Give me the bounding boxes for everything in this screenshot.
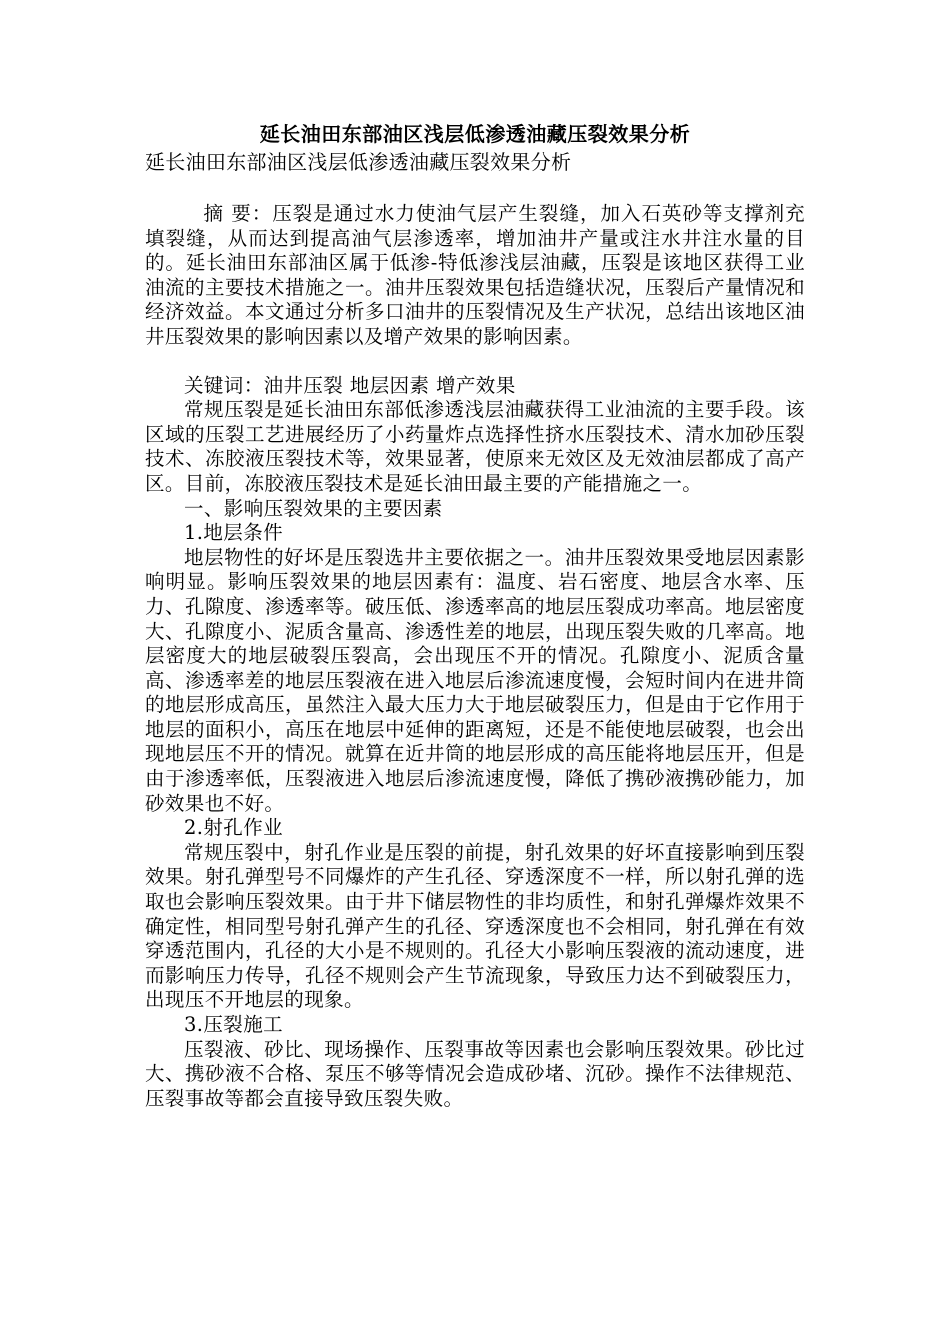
- subsection-paragraph-3: 压裂液、砂比、现场操作、压裂事故等因素也会影响压裂效果。砂比过大、携砂液不合格、泵压不够等情况会造成砂堵、沉砂。操作不法律规范、压裂事故等都会直接导致压裂失败。: [145, 1037, 805, 1110]
- abstract-paragraph: 摘 要：压裂是通过水力使油气层产生裂缝，加入石英砂等支撑剂充填裂缝，从而达到提高油气层渗透率，增加油井产量或注水井注水量的目的。延长油田东部油区属于低渗-特低渗浅层油藏，压裂是该地区获得工业油流的主要技术措施之一。油井压裂效果包括造缝状况，压裂后产量情况和经济效益。本文通过分析多口油井的压裂情况及生产状况，总结出该地区油井压裂效果的影响因素以及增产效果的影响因素。: [145, 202, 805, 348]
- section-heading-1: 一、影响压裂效果的主要因素: [184, 496, 443, 520]
- spacer: [145, 350, 805, 374]
- subsection-paragraph-1: 地层物性的好坏是压裂选井主要依据之一。油井压裂效果受地层因素影响明显。影响压裂效果的地层因素有：温度、岩石密度、地层含水率、压力、孔隙度、渗透率等。破压低、渗透率高的地层压裂成功率高。地层密度大、孔隙度小、泥质含量高、渗透性差的地层，出现压裂失败的几率高。地层密度大的地层破裂压裂高，会出现压不开的情况。孔隙度小、泥质含量高、渗透率差的地层压裂液在进入地层后渗流速度慢，会短时间内在进井筒的地层形成高压，虽然注入最大压力大于地层破裂压力，但是由于它作用于地层的面积小，高压在地层中延伸的距离短，还是不能使地层破裂，也会出现地层压不开的情况。就算在近井筒的地层形成的高压能将地层压开，但是由于渗透率低，压裂液进入地层后渗流速度慢，降低了携砂液携砂能力，加砂效果也不好。: [145, 545, 805, 815]
- intro-paragraph: 常规压裂是延长油田东部低渗透浅层油藏获得工业油流的主要手段。该区域的压裂工艺进展经历了小药量炸点选择性挤水压裂技术、清水加砂压裂技术、冻胶液压裂技术等，效果显著，使原来无效区及无效油层都成了高产区。目前，冻胶液压裂技术是延长油田最主要的产能措施之一。: [145, 398, 805, 495]
- subsection-heading-1: 1.地层条件: [184, 521, 284, 545]
- document-page: [145, 120, 805, 1111]
- subsection-heading-3: 3.压裂施工: [184, 1013, 284, 1036]
- keywords-line: 关键词：油井压裂 地层因素 增产效果: [184, 373, 516, 397]
- document-subtitle: 延长油田东部油区浅层低渗透油藏压裂效果分析: [145, 150, 572, 174]
- subsection-paragraph-2: 常规压裂中，射孔作业是压裂的前提，射孔效果的好坏直接影响到压裂效果。射孔弹型号不同爆炸的产生孔径、穿透深度不一样，所以射孔弹的选取也会影响压裂效果。由于井下储层物性的非均质性，和射孔弹爆炸效果不确定性，相同型号射孔弹产生的孔径、穿透深度也不会相同，射孔弹在有效穿透范围内，孔径的大小是不规则的。孔径大小影响压裂液的流动速度，进而影响压力传导，孔径不规则会产生节流现象，导致压力达不到破裂压力，出现压不开地层的现象。: [145, 840, 805, 1012]
- document-title: 延长油田东部油区浅层低渗透油藏压裂效果分析: [259, 122, 691, 146]
- subsection-heading-2: 2.射孔作业: [184, 816, 284, 840]
